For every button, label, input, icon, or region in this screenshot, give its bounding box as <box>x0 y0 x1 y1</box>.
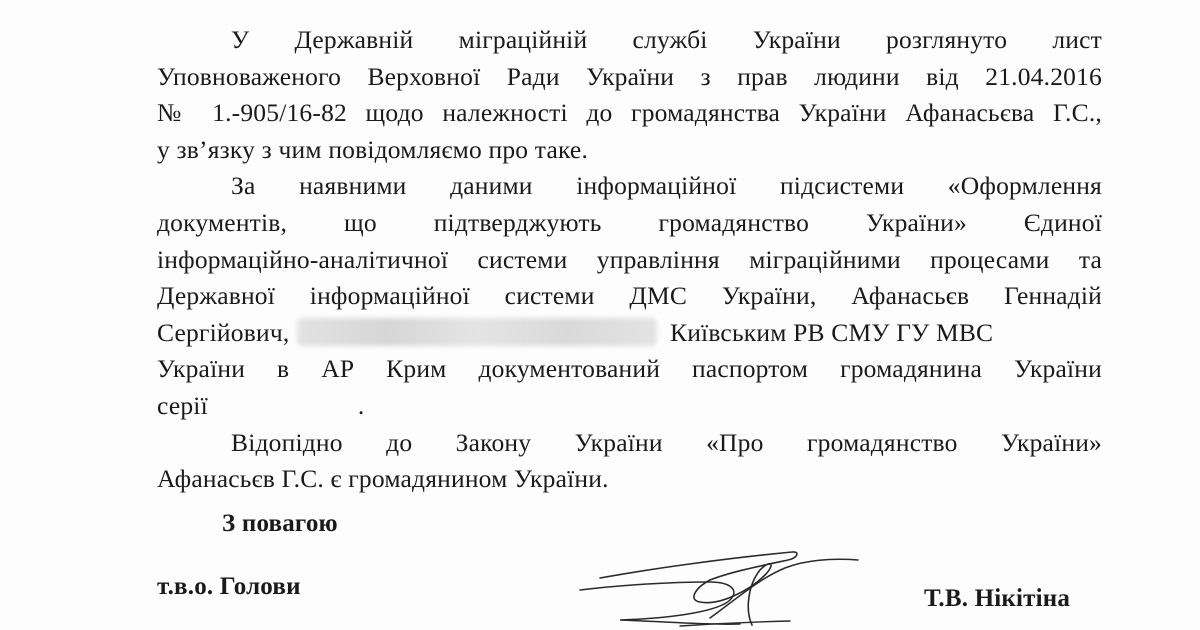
paragraph-1-line-3: № 1.-905/16-82 щодо належності до громадянства України Афанасьєва Г.С., <box>157 98 1102 128</box>
signatory-name: Т.В. Нікітіна <box>924 585 1071 612</box>
paragraph-2-line-5-start: Сергійович, <box>157 317 290 347</box>
handwritten-signature <box>560 530 860 630</box>
paragraph-2-line-2: документів, що підтверджують громадянство України» Єдиної <box>157 207 1102 237</box>
paragraph-1-line-2: Уповноваженого Верховної Ради України з прав людини від 21.04.2016 <box>157 61 1102 91</box>
paragraph-3-line-2: Афанасьєв Г.С. є громадянином України. <box>157 464 609 494</box>
paragraph-2-line-3: інформаційно-аналітичної системи управління міграційними процесами та <box>157 244 1102 274</box>
letter-body <box>157 22 1102 498</box>
paragraph-2-line-5 <box>157 315 1102 352</box>
signatory-position: т.в.о. Голови <box>157 573 301 600</box>
paragraph-3-line-1: Відопідно до Закону України «Про громадянство України» <box>231 427 1102 457</box>
paragraph-2-line-6: України в АР Крим документований паспортом громадянина України <box>157 354 1102 384</box>
paragraph-2-line-7-end: . <box>357 390 365 420</box>
paragraph-2-line-4: Державної інформаційної системи ДМС України, Афанасьєв Геннадій <box>157 281 1102 311</box>
paragraph-2-line-7 <box>157 388 1102 425</box>
paragraph-1-line-4: у зв’язку з чим повідомляємо про таке. <box>157 134 589 164</box>
paragraph-2-line-7-start: серії <box>157 390 208 420</box>
redacted-birth-info <box>297 318 657 346</box>
paragraph-2-line-1: За наявними даними інформаційної підсистеми «Оформлення <box>231 171 1102 201</box>
paragraph-1-line-1: У Державній міграційній службі України розглянуто лист <box>231 25 1102 54</box>
paragraph-2-line-5-end: Київським РВ СМУ ГУ МВС <box>670 317 994 347</box>
closing-regards: З повагою <box>222 510 338 537</box>
